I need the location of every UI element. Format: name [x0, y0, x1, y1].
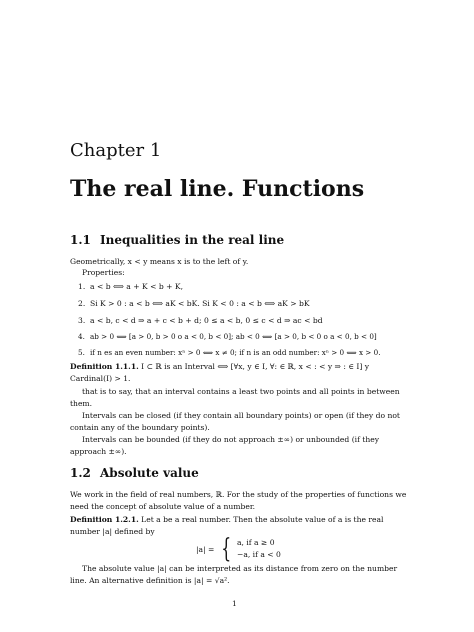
properties-label: Properties:	[82, 268, 125, 277]
property-item	[78, 298, 408, 309]
section-title: Absolute value	[100, 466, 199, 480]
definition-1-1-1	[70, 361, 410, 384]
chapter-label: Chapter 1	[70, 140, 162, 161]
section-title: Inequalities in the real line	[100, 233, 285, 247]
property-item	[78, 315, 408, 326]
case-row: −a, if a < 0	[236, 550, 281, 559]
page-number: 1	[232, 599, 237, 608]
section-heading-2	[70, 466, 199, 480]
left-brace-icon: {	[221, 534, 232, 564]
definition-head: Definition 1.1.1.	[70, 362, 139, 371]
property-item	[78, 281, 408, 292]
item-number: 1.	[78, 282, 86, 291]
section-heading-1	[70, 233, 284, 247]
definition-1-2-1	[70, 514, 410, 537]
item-text: a < b ⟺ a + K < b + K,	[90, 282, 184, 291]
definition-head: Definition 1.2.1.	[70, 515, 139, 524]
item-text: ab > 0 ⟺ [a > 0, b > 0 o a < 0, b < 0]; ab < 0 ⟺ [a > 0, b < 0 o a < 0, b < 0]	[90, 332, 377, 341]
item-number: 4.	[78, 332, 85, 341]
item-number: 3.	[78, 316, 86, 325]
item-text: Si K > 0 : a < b ⟺ aK < bK. Si K < 0 : a < b ⟺ aK > bK	[90, 299, 310, 308]
item-text: if n es an even number: xⁿ > 0 ⟺ x ≠ 0; if n is an odd number: xⁿ > 0 ⟺ x > 0.	[90, 348, 381, 357]
absolute-value-cases	[196, 536, 281, 562]
item-number: 2.	[78, 299, 86, 308]
property-item	[78, 347, 408, 358]
definition-text: I ⊂ ℝ is an Interval ⟺ [∀x, y ∈ I, ∀: ∈ ℝ, x < : < y ⇒ : ∈ I] y Cardinal(I) > 1.	[70, 362, 370, 383]
paragraph: We work in the field of real numbers, ℝ. For the study of the properties of functions we need the concept of absolute value of a number.	[70, 490, 407, 511]
cases-lhs: |a| =	[196, 544, 215, 554]
item-text: a < b, c < d ⇒ a + c < b + d; 0 ≤ a < b, 0 ≤ c < d ⇒ ac < bd	[90, 316, 323, 325]
case-row: a, if a ≥ 0	[236, 538, 275, 547]
item-number: 5.	[78, 348, 85, 357]
paragraph: Intervals can be closed (if they contain all boundary points) or open (if they do not contain any of the boundary points).	[70, 411, 400, 432]
section-number: 1.1	[70, 233, 91, 247]
definition-text: Let a be a real number. Then the absolute value of a is the real number |a| defined by	[70, 515, 384, 536]
section-number: 1.2	[70, 466, 91, 480]
chapter-title: The real line. Functions	[70, 176, 365, 202]
paragraph: that is to say, that an interval contains a least two points and all points in between them.	[70, 387, 400, 408]
intro-paragraph: Geometrically, x < y means x is to the left of y.	[70, 257, 249, 266]
paragraph: Intervals can be bounded (if they do not approach ±∞) or unbounded (if they approach ±∞).	[70, 435, 380, 456]
cases-rows	[237, 537, 281, 561]
paragraph: The absolute value |a| can be interpreted as its distance from zero on the number line. An alternative definition is |a| = √a².	[70, 564, 398, 585]
property-item	[78, 331, 408, 342]
